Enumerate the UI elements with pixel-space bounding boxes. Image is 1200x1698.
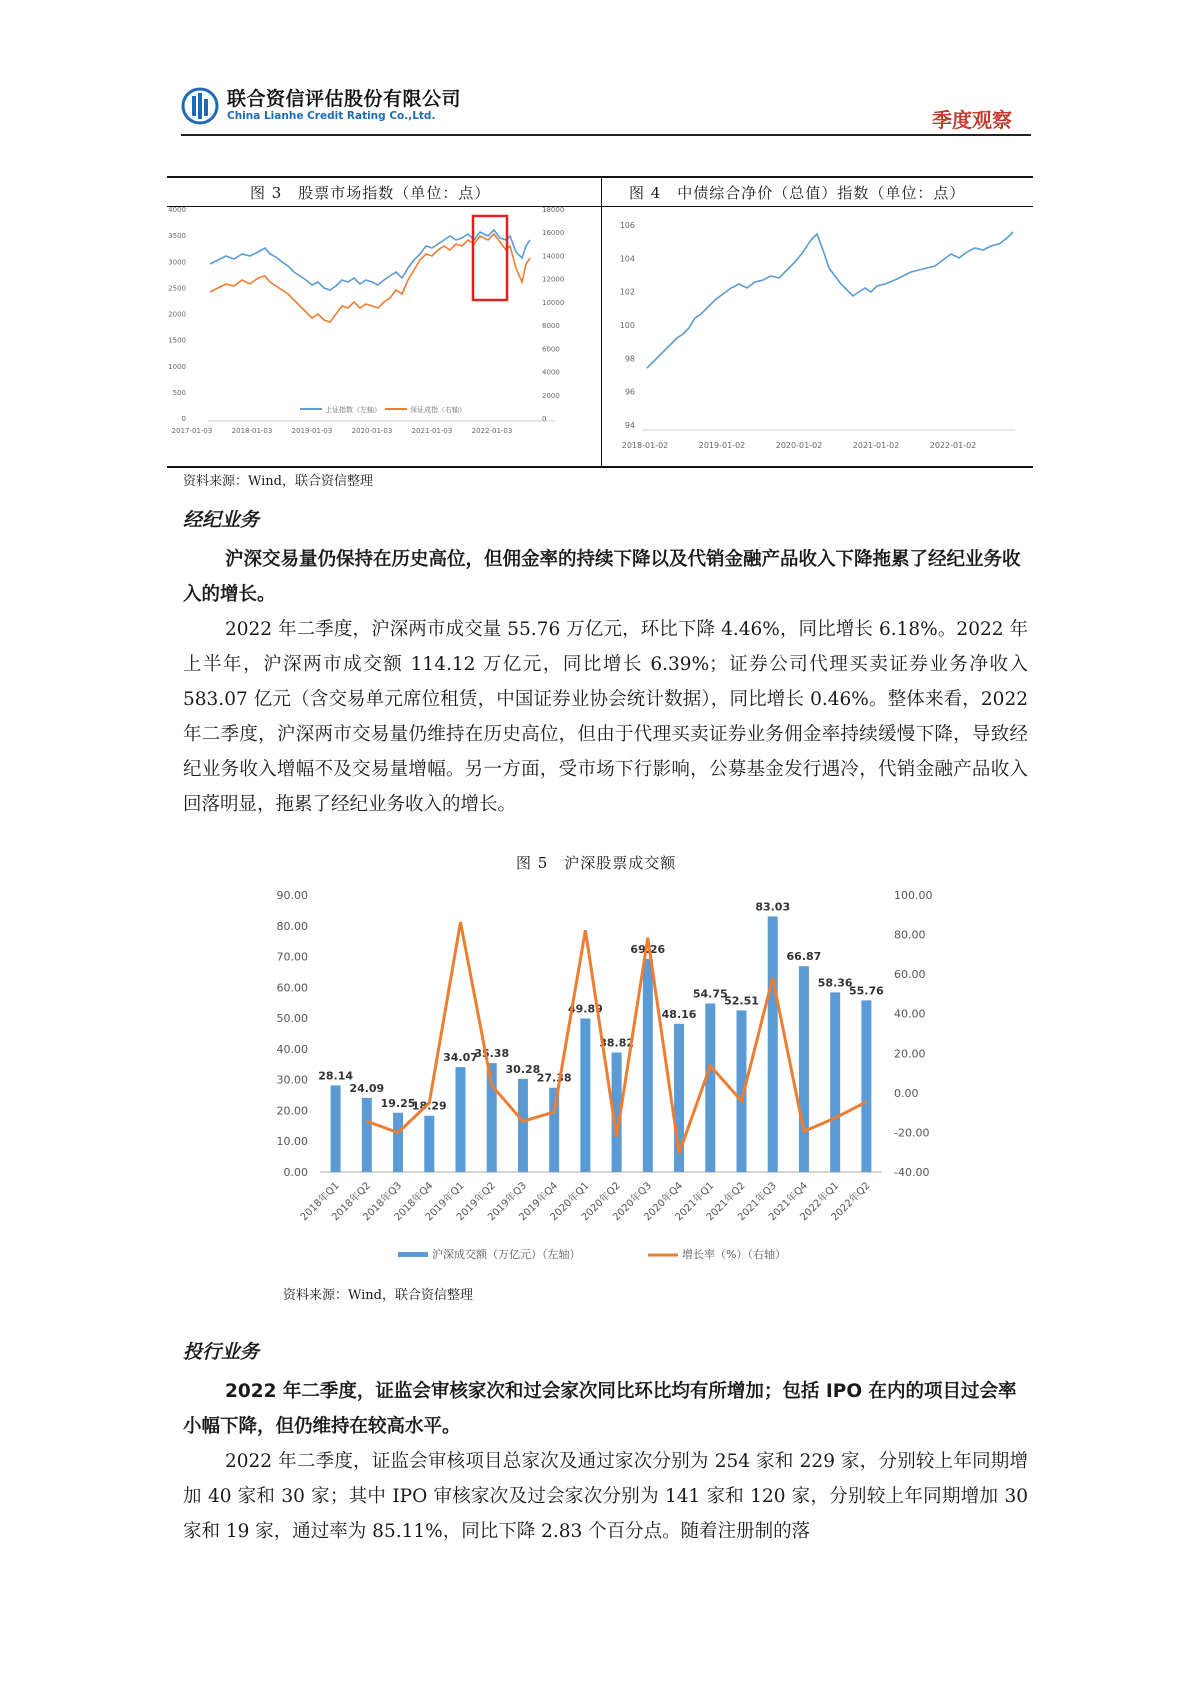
fig4-y-tick: 98 [624,354,635,364]
fig3-left-tick: 1500 [168,336,186,345]
ib-lead: 2022 年二季度，证监会审核家次和过会家次同比环比均有所增加；包括 IPO 在内的项目过会率小幅下降，但仍维持在较高水平。 [183,1381,1017,1437]
fig5-legend-volume: 沪深成交额（万亿元）（左轴） [432,1248,581,1261]
fig5-x-label: 2018年Q2 [330,1180,373,1224]
fig5-bar-label: 83.03 [755,900,791,914]
fig5-bar [331,1085,341,1172]
fig3-x-tick: 2020-01-03 [351,427,393,435]
source-note-2: 资料来源：Wind，联合资信整理 [283,1288,473,1303]
fig5-bar [768,916,778,1172]
fig3-x-tick: 2019-01-03 [291,427,333,435]
fig5-right-tick: 0.00 [894,1086,919,1100]
fig5-bar-label: 55.76 [848,984,884,998]
fig5-bar-label: 24.09 [349,1081,385,1095]
fig5-x-label: 2022年Q1 [798,1180,842,1224]
fig5-bar [861,1000,871,1172]
fig4-x-tick: 2021-01-02 [852,441,900,450]
fig3-left-tick: 2000 [168,310,186,319]
fig5-bar [643,959,653,1172]
fig5-bar [830,992,840,1172]
fig3-right-tick: 12000 [542,275,565,284]
fig3-right-tick: 10000 [542,298,565,307]
fig5-x-label: 2021年Q1 [673,1180,717,1224]
fig3-right-tick: 18000 [542,206,565,214]
fig5-bar [580,1018,590,1172]
fig5-bar [424,1116,434,1172]
fig3-x-tick: 2022-01-03 [471,427,513,435]
fig4-x-tick: 2018-01-02 [621,441,669,450]
fig3-right-tick: 14000 [542,252,565,261]
fig5-left-tick: 0.00 [283,1166,308,1179]
fig5-bar [393,1113,403,1172]
fig5-left-tick: 20.00 [276,1104,308,1118]
fig3-left-tick: 2500 [168,284,186,293]
fig3-x-tick: 2021-01-03 [411,427,453,435]
fig3-legend [300,405,466,414]
fig5-right-tick: 20.00 [894,1047,926,1061]
fig5-left-tick: 60.00 [276,981,308,995]
fig5-right-tick: 80.00 [894,928,926,942]
fig4-y-tick: 100 [619,321,635,330]
fig5-x-label: 2022年Q2 [829,1180,873,1224]
fig3-right-tick: 8000 [542,322,560,331]
fig3-left-tick: 3000 [168,258,186,267]
fig4-y-tick: 104 [619,254,635,264]
fig5-bar-label: 27.38 [536,1071,572,1085]
fig5-right-tick: -40.00 [894,1166,930,1179]
fig3-right-tick: 6000 [542,345,560,354]
fig3-right-tick: 16000 [542,229,565,238]
fig5-bar-label: 54.75 [692,987,728,1001]
fig4-y-tick: 106 [619,221,635,230]
section-heading-brokerage: 经纪业务 [183,509,260,531]
fig5-bar-label: 30.28 [505,1062,541,1076]
figure-table-bottom-rule [167,466,1033,468]
fig5-left-tick: 10.00 [276,1135,308,1149]
fig4-bond-line [647,232,1013,368]
figure-table-mid-rule [167,206,1033,207]
company-name-cn: 联合资信评估股份有限公司 [227,88,462,110]
fig4-x-tick: 2020-01-02 [775,441,823,450]
fig5-bar-label: 58.36 [817,976,853,990]
fig5-bar-label: 28.14 [318,1069,354,1083]
fig5-bar [705,1003,715,1172]
fig4-y-tick: 102 [619,287,635,297]
fig5-x-label: 2019年Q3 [486,1180,530,1224]
fig4-title: 图 4 中债综合净价（总值）指数（单位：点） [629,184,966,202]
fig3-left-tick: 4000 [168,206,186,214]
fig5-x-label: 2019年Q1 [423,1180,467,1224]
fig5-x-label: 2020年Q4 [642,1180,686,1224]
report-type: 季度观察 [932,108,1012,132]
figure-table-top-rule [167,176,1033,178]
fig5-x-label: 2021年Q4 [767,1180,811,1224]
fig3-left-tick: 0 [181,415,186,423]
fig5-left-tick: 70.00 [276,950,308,964]
figure-table-divider [601,176,602,467]
fig3-legend-sse: 上证指数（左轴） [325,406,381,414]
fig4-bond-index-chart [605,210,1030,462]
fig3-right-tick: 4000 [542,368,560,377]
fig5-bar-label: 38.82 [599,1036,635,1050]
fig5-x-label: 2021年Q2 [704,1180,748,1224]
fig5-left-tick: 80.00 [276,919,308,933]
company-name-en: China Lianhe Credit Rating Co.,Ltd. [227,110,436,122]
fig3-highlight-box [473,216,507,300]
ib-paragraph: 2022 年二季度，证监会审核项目总家次及通过家次分别为 254 家和 229 家，分别较上年同期增加 40 家和 30 家；其中 IPO 审核家次及过会家次分别为 141 家和 120 家，分别较上年同期增加 30 家和 19 家，通过率为 85.11%，同比下降 2.83 个百分点。随着注册制的落 [183,1451,1028,1542]
fig5-legend-growth: 增长率（%）（右轴） [682,1248,786,1261]
fig5-x-label: 2020年Q1 [548,1180,592,1224]
fig3-left-tick: 500 [172,388,186,397]
fig4-y-tick: 96 [624,387,635,397]
fig5-title: 图 5 沪深股票成交额 [516,854,677,872]
fig3-szse-line [210,234,530,322]
fig5-x-label: 2020年Q3 [611,1180,654,1224]
fig5-bar [456,1067,466,1172]
fig3-x-tick: 2018-01-03 [231,427,273,435]
fig5-bar-label: 52.51 [724,994,759,1008]
fig5-bar-label: 34.07 [443,1051,478,1065]
fig5-bar [362,1098,372,1172]
fig3-x-tick: 2017-01-03 [171,427,213,435]
fig3-right-tick: 2000 [542,391,560,400]
fig5-x-label: 2019年Q2 [454,1180,498,1224]
fig4-x-tick: 2022-01-02 [929,441,977,450]
fig3-left-tick: 1000 [168,362,186,371]
fig5-right-tick: -20.00 [894,1126,930,1140]
fig5-bar-label: 19.25 [380,1096,416,1110]
fig5-left-tick: 40.00 [276,1042,308,1056]
fig5-right-tick: 60.00 [894,968,926,982]
fig4-y-tick: 94 [624,421,635,430]
fig5-bar-label: 18.29 [411,1099,447,1113]
fig5-x-label: 2018年Q4 [392,1180,436,1224]
fig5-bar-label: 48.16 [661,1007,697,1021]
fig5-bar [799,966,809,1172]
fig5-bar-label: 66.87 [786,950,822,964]
fig5-bar-label: 49.89 [567,1002,603,1016]
section-heading-ib: 投行业务 [183,1341,260,1363]
header-divider [181,134,1031,136]
fig5-trading-volume-chart [270,880,933,1270]
fig3-sse-line [210,230,530,290]
fig5-bar-label: 69.26 [630,942,666,956]
fig5-legend [398,1247,786,1261]
fig5-right-tick: 40.00 [894,1007,926,1021]
fig5-x-label: 2018年Q1 [298,1180,342,1224]
fig5-left-tick: 30.00 [276,1073,308,1087]
fig4-x-tick: 2019-01-02 [698,441,746,450]
source-note-1: 资料来源：Wind，联合资信整理 [183,474,373,489]
fig5-bar [518,1079,528,1172]
fig3-legend-szse: 深证成指（右轴） [410,406,466,414]
fig5-left-tick: 90.00 [276,889,308,902]
fig3-stock-index-chart [168,206,598,462]
fig3-right-tick: 0 [542,415,547,423]
brokerage-paragraph: 2022 年二季度，沪深两市成交量 55.76 万亿元，环比下降 4.46%，同比增长 6.18%。2022 年上半年，沪深两市成交额 114.12 万亿元，同比增长 6.39%；证券公司代理买卖证券业务净收入 583.07 亿元（含交易单元席位租赁，中国证券业协会统计数据），同比增长 0.46%。整体来看，2022 年二季度，沪深两市交易量仍维持在历史高位，但由于代理买卖证券业务佣金率持续缓慢下降，导致经纪业务收入增幅不及交易量增幅。另一方面，受市场下行影响，公募基金发行遇冷，代销金融产品收入回落明显，拖累了经纪业务收入的增长。 [183,619,1028,815]
brokerage-lead: 沪深交易量仍保持在历史高位，但佣金率的持续下降以及代销金融产品收入下降拖累了经纪业务收入的增长。 [183,549,1021,605]
fig5-right-tick: 100.00 [894,889,933,902]
fig5-left-tick: 50.00 [276,1012,308,1026]
fig5-bar-label: 35.38 [474,1047,510,1061]
fig3-title: 图 3 股票市场指数（单位：点） [250,184,491,202]
fig3-left-tick: 3500 [168,232,186,241]
fig5-x-label: 2018年Q3 [361,1180,405,1224]
fig5-x-label: 2020年Q2 [579,1180,623,1224]
fig5-x-label: 2019年Q4 [517,1180,561,1224]
fig5-x-label: 2021年Q3 [735,1180,779,1224]
company-logo [181,87,219,125]
